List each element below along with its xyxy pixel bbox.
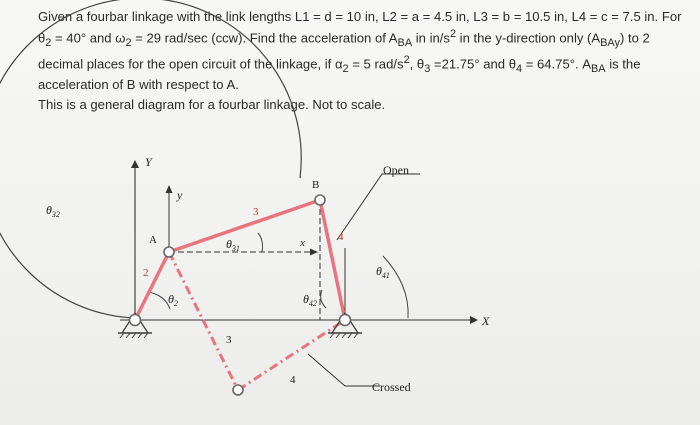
theta4-arc (383, 256, 408, 318)
x-axis-arrow (470, 316, 478, 324)
label-open: Open (383, 163, 409, 177)
label-X: X (482, 314, 490, 328)
pin-a (164, 247, 174, 257)
label-x: x (300, 237, 305, 249)
theta31-arc (258, 233, 263, 252)
local-x-axis-arrow (310, 249, 318, 256)
theta2-arc (148, 292, 170, 309)
label-A: A (149, 234, 157, 246)
open-leader (337, 174, 420, 240)
pin-b-crossed (233, 385, 243, 395)
ground-o4 (328, 313, 362, 338)
label-theta31: $\theta_{31}$ (226, 237, 240, 253)
label-link-2: 2 (143, 267, 149, 279)
link-3-crossed (169, 252, 238, 390)
crossed-leader (308, 354, 380, 386)
label-B: B (312, 179, 320, 191)
link-2 (135, 252, 169, 320)
label-theta32: $\theta_{32}$ (46, 203, 60, 219)
local-y-axis-arrow (166, 185, 173, 193)
label-theta42: $\theta_{42}$ (303, 292, 317, 308)
label-y: y (177, 188, 183, 202)
label-theta41: $\theta_{41}$ (376, 264, 390, 280)
label-crossed: Crossed (372, 380, 411, 394)
diagram-note: This is a general diagram for a fourbar linkage. Not to scale. (38, 97, 386, 112)
label-link-3-crossed: 3 (226, 334, 232, 346)
y-axis-arrow (131, 160, 139, 168)
label-Y: Y (145, 155, 152, 169)
pin-b (315, 195, 325, 205)
problem-statement: Given a fourbar linkage with the link lengths L1 = d = 10 in, L2 = a = 4.5 in, L3 = b = 10.5 in, L4 = c = 7.5 in. For $\theta_2 = 40^\circ$ and $\omega_2 = 29$ rad/sec (ccw). Find the acceleration of $A_{BA}$ in $in/s^2$ in the y-direction only $(A_{BAy})$ to 2 decimal places for the open circuit of the linkage, if $\alpha_2 = 5$ rad/$s^2$, $\theta_3 =21.75^\circ$ and $\theta_4 = 64.75^\circ$. $A_{BA}$ is the acceleration of B with respect to A. (38, 9, 682, 93)
label-link-4-crossed: 4 (290, 374, 296, 386)
link-4-open (320, 200, 345, 320)
label-link-4-open: 4 (338, 231, 344, 243)
link-3-open (169, 200, 320, 252)
theta42-arc (321, 290, 326, 308)
label-link-3-open: 3 (253, 206, 259, 218)
label-theta2: $\theta_2$ (168, 292, 178, 308)
